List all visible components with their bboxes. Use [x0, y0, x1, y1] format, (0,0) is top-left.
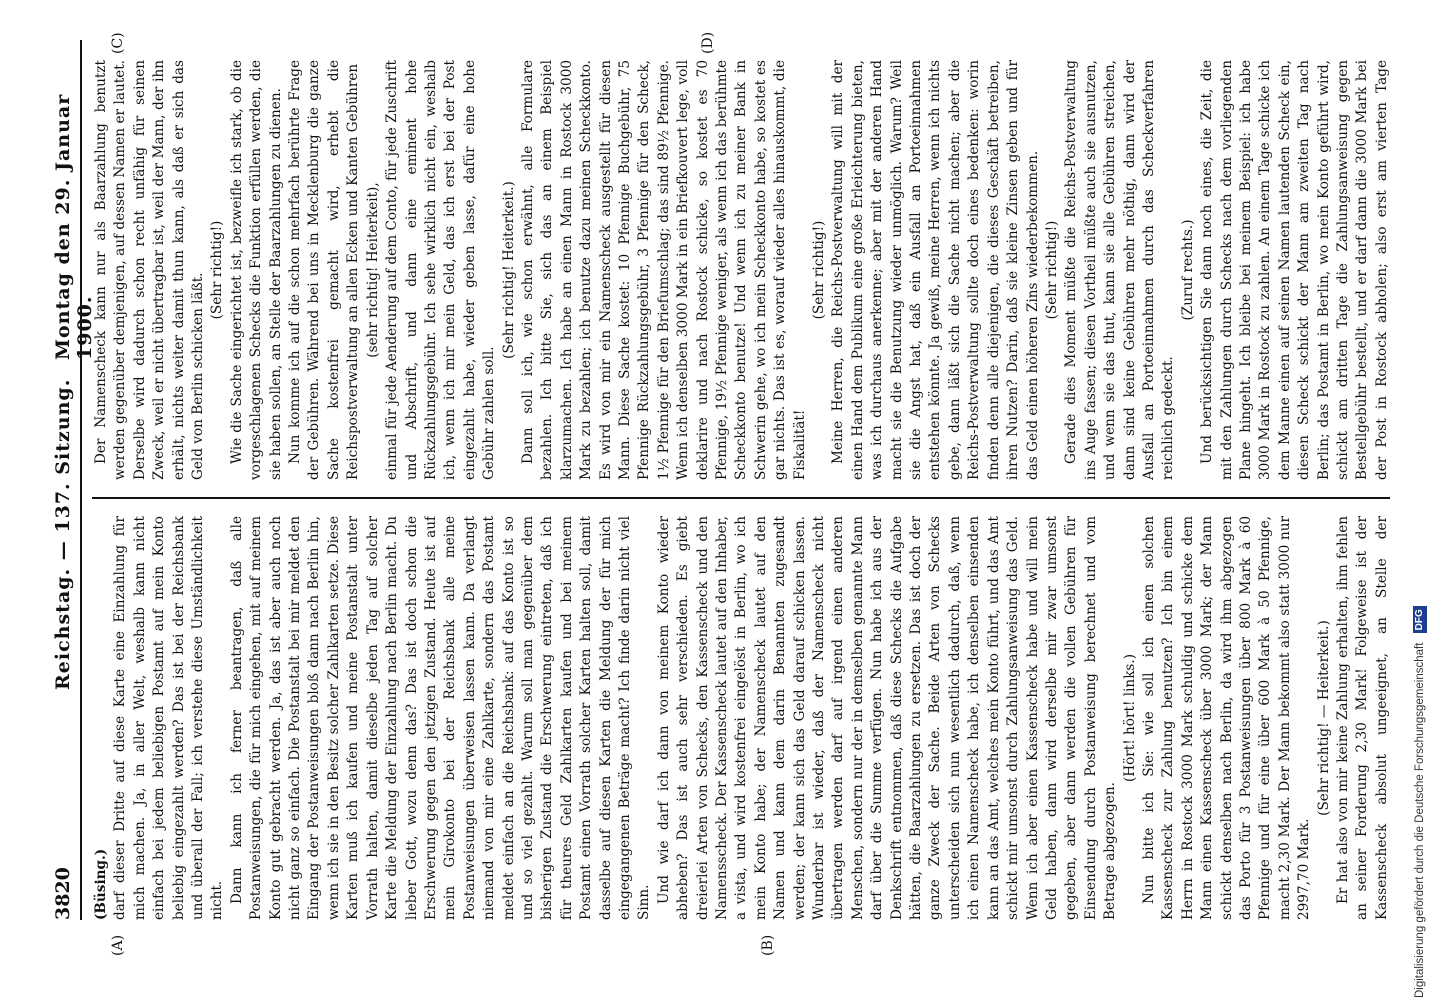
paragraph: Der Namenscheck kann nur als Baarzahlung benutzt werden gegenüber demjenigen, auf dessen Namen er lautet. Derselbe wird dadurch schon recht unfähig für seinen Zweck, weil er nicht übertragbar ist, weil der Mann, der ihn erhält, nichts weiter damit thun kann, als daß er sich das Geld von Berlin schicken läßt.: [93, 60, 207, 480]
paragraph: Und berücksichtigen Sie dann noch eines, die Zeit, die mit den Zahlungen durch Schecks nach dem vorliegenden Plane hingeht. Ich bleibe bei meinem Beispiel: ich habe 3000 Mark in Rostock zu zahlen. An einem Tage schicke ich dem Manne einen auf seinen Namen lautenden Scheck ein, diesen Scheck schickt der Mann am zweiten Tag nach Berlin; das Postamt in Berlin, wo mein Konto geführt wird, schickt am dritten Tage die Zahlungsanweisung gegen Bestellgebühr bestellt, und er darf dann die 3000 Mark bei der Post in Rostock abholen; also erst am vierten Tage: [1199, 60, 1390, 480]
paragraph: darf dieser Dritte auf diese Karte eine Einzahlung für mich machen. Ja, in aller Welt, weshalb kann nicht einfach bei jedem beliebigen Postamt auf mein Konto beliebig eingezahlt werden? Das ist bei der Reichsbank und überall der Fall; ich verstehe diese Umständlichkeit nicht.: [112, 516, 226, 920]
paragraph: Gerade dies Moment müßte die Reichs-Postverwaltung ins Auge fassen; diesen Vortheil müßte auch sie ausnutzen, und wenn sie das thut, kann sie alle Gebühren streichen, dann sind keine Gebühren mehr nöthig, dann wird der Ausfall an Portoeinnahmen durch das Scheckverfahren reichlich gedeckt.: [1063, 60, 1177, 480]
paragraph: einmal für jede Aenderung auf dem Conto, für jede Zuschrift und Abschrift, und dann eine eminent hohe Rückzahlungsgebühr. Ich sehe wirklich nicht ein, weshalb ich, wenn ich mir mein Geld, das ich erst bei der Post eingezahlt habe, wieder geben lasse, dafür eine hohe Gebühr zahlen soll.: [384, 60, 498, 480]
page-header: [50, 40, 96, 920]
margin-mark-a: (A): [110, 934, 126, 956]
interjection: (Sehr richtig!): [1043, 220, 1060, 320]
paragraph: Dann kann ich ferner beantragen, daß alle Postanweisungen, die für mich eingehen, mit auf meinem Konto gut gebracht werden. Ja, das ist aber auch noch nicht ganz so einfach. Die Postanstalt bei mir meldet den Eingang der Postanweisungen bloß dann nach Berlin hin, wenn ich sie in den Besitz solcher Zahlkarten setze. Diese Karten muß ich kaufen und meine Postanstalt unter Vorrath halten, damit dieselbe jeden Tag auf solcher Karte die Meldung der Einzahlung nach Berlin macht. Du lieber Gott, wozu denn das? Das ist doch schon die Erschwerung gegen den jetzigen Zustand. Heute ist auf mein Girokonto bei der Reichsbank alle meine Postanweisungen überweisen lassen kann. Da verlangt niemand von mir eine Zahlkarte, sondern das Postamt meldet einfach an die Reichsbank: auf das Konto ist so und so viel gezahlt. Warum soll man gegenüber dem bisherigen Zustand die Erschwerung eintreten, daß ich für theures Geld Zahlkarten kaufen und bei meinem Postamt einen Vorrath solcher Karten halten soll, damit dasselbe auf diesen Karten die Meldung der für mich eingegangenen Beträge macht? Ich finde darin nicht viel Sinn.: [228, 516, 653, 920]
interjection: (Hört! hört! links.): [1121, 653, 1138, 783]
session-date: Montag den 29. Januar 1900.: [52, 93, 96, 360]
interjection: (sehr richtig! Heiterkeit),: [364, 182, 381, 358]
right-column: [92, 60, 1390, 480]
margin-mark-b: (B): [760, 934, 776, 956]
session-title: Reichstag. — 137. Sitzung.: [52, 378, 74, 690]
paragraph: Nun bitte ich Sie: wie soll ich einen solchen Kassenscheck zur Zahlung benutzen? Ich bin einem Herrn in Rostock 3000 Mark schuldig und schicke dem Mann einen Kassenscheck über 3000 Mark; der Mann schickt denselben nach Berlin, da wird ihm abgezogen das Porto für 3 Postanweisungen über 800 Mark à 60 Pfennige und für eine über 600 Mark à 50 Pfennige, macht 2,30 Mark. Der Mann bekommt also statt 3000 nur 2997,70 Mark.: [1140, 516, 1313, 920]
credit-text: Digitalisierung gefördert durch die Deutsche Forschungsgemeinschaft: [1414, 642, 1426, 998]
paragraph: Meine Herren, die Reichs-Postverwaltung will mit der einen Hand dem Publikum eine große Erleichterung bieten, was ich durchaus anerkenne; aber mit der anderen Hand macht sie die Benutzung wieder unmöglich. Warum? Weil sie die Angst hat, daß ein Ausfall an Portoeinnahmen entstehen könnte. Ja gewiß, meine Herren, wenn ich nichts gebe, dann läßt sich die Sache nicht machen; aber die Reichs-Postverwaltung sollte doch eines bedenken: worin finden denn alle diejenigen, die dieses Geschäft betreiben, ihren Nutzen? Darin, daß sie kleine Zinsen geben und für das Geld einen höheren Zins wiederbekommen.: [830, 60, 1041, 480]
dfg-logo: DFG: [1413, 606, 1427, 633]
left-column: [92, 516, 1390, 920]
interjection: (Sehr richtig! Heiterkeit.): [500, 181, 517, 359]
paragraph: Nun komme ich auf die schon mehrfach berührte Frage der Gebühren. Während bei uns in Mecklenburg die ganze Sache kostenfrei gemacht wird, erhebt die Reichspostverwaltung an allen Ecken und Kanten Gebühren: [287, 60, 362, 480]
margin-mark-c: (C): [110, 32, 126, 54]
digitization-credit: [1406, 8, 1432, 998]
interjection: (Sehr richtig! — Heiterkeit.): [1315, 620, 1332, 816]
paragraph: Und wie darf ich dann von meinem Konto wieder abheben? Das ist auch sehr verschieden. Es giebt dreierlei Arten von Schecks, den Kassenscheck und den Namensscheck. Der Kassenscheck lautet auf den Inhaber, a vista, und wird kostenfrei eingelöst in Berlin, wo ich mein Konto habe; der Namenscheck lautet auf den Namen und kann dem darin Benannten zugesandt werden; der kann sich das Geld darauf schicken lassen. Wunderbar ist wieder, daß der Namenscheck nicht übertragen werden darf auf irgend einen anderen Menschen, sondern nur der in demselben genannte Mann darf über die Summe verfügen. Nun habe ich aus der Denkschrift entnommen, daß diese Schecks die Aufgabe hätten, die Baarzahlungen zu ersetzen. Das ist doch der ganze Zweck der Sache. Beide Arten von Schecks unterscheiden sich nun wesentlich dadurch, daß, wenn ich einen Namenscheck habe, ich denselben einsenden kann an das Amt, welches mein Konto führt, und das Amt schickt mir umsonst durch Zahlungsanweisung das Geld. Wenn ich aber einen Kassenscheck habe und will mein Geld haben, dann wird derselbe mir zwar umsonst gegeben, aber dann werden die vollen Gebühren für Einsendung durch Postanweisung berechnet und vom Betrage abgezogen.: [655, 516, 1119, 920]
paragraph: Wie die Sache eingerichtet ist, bezweifle ich stark, ob die vorgeschlagenen Schecks die Funktion erfüllen werden, die sie haben sollen, an Stelle der Baarzahlungen zu dienen.: [228, 60, 284, 480]
margin-mark-d: (D): [700, 31, 716, 54]
column-divider: [92, 497, 1390, 499]
interjection: (Sehr richtig!): [209, 220, 226, 320]
paragraph: Er hat also von mir keine Zahlung erhalten, ihm fehlen an seiner Forderung 2,30 Mark! Folgeweise ist der Kassenscheck absolut ungeeignet, an Stelle der: [1335, 516, 1390, 920]
page-number: 3820: [52, 867, 74, 920]
speaker-label: (Büsing.): [93, 848, 109, 920]
interjection: (Sehr richtig!): [811, 220, 828, 320]
paragraph: Dann soll ich, wie schon erwähnt, alle Formulare bezahlen. Ich bitte Sie, sich das an einem Beispiel klarzumachen. Ich habe an einen Mann in Rostock 3000 Mark zu bezahlen; ich benutze dazu meinen Scheckkonto. Es wird von mir ein Namenscheck ausgestellt für diesen Mann. Diese Sache kostet: 10 Pfennige Buchgebühr, 75 Pfennige Rückzahlungsgebühr, 3 Pfennige für den Scheck, 1½ Pfennige für den Briefumschlag; das sind 89½ Pfennige. Wenn ich denselben 3000 Mark in ein Briefkouvert lege, voll deklarire und nach Rostock schicke, so kostet es 70 Pfennige, 19½ Pfennige weniger, als wenn ich das berühmte Scheckkonto benutze! Und wenn ich zu meiner Bank in Schwerin gehe, wo ich mein Scheckkonto habe, so kostet es gar nichts. Das ist es, worauf wieder alles hinauskommt, die Fiskalität!: [519, 60, 808, 480]
interjection: (Zuruf rechts.): [1179, 219, 1196, 321]
